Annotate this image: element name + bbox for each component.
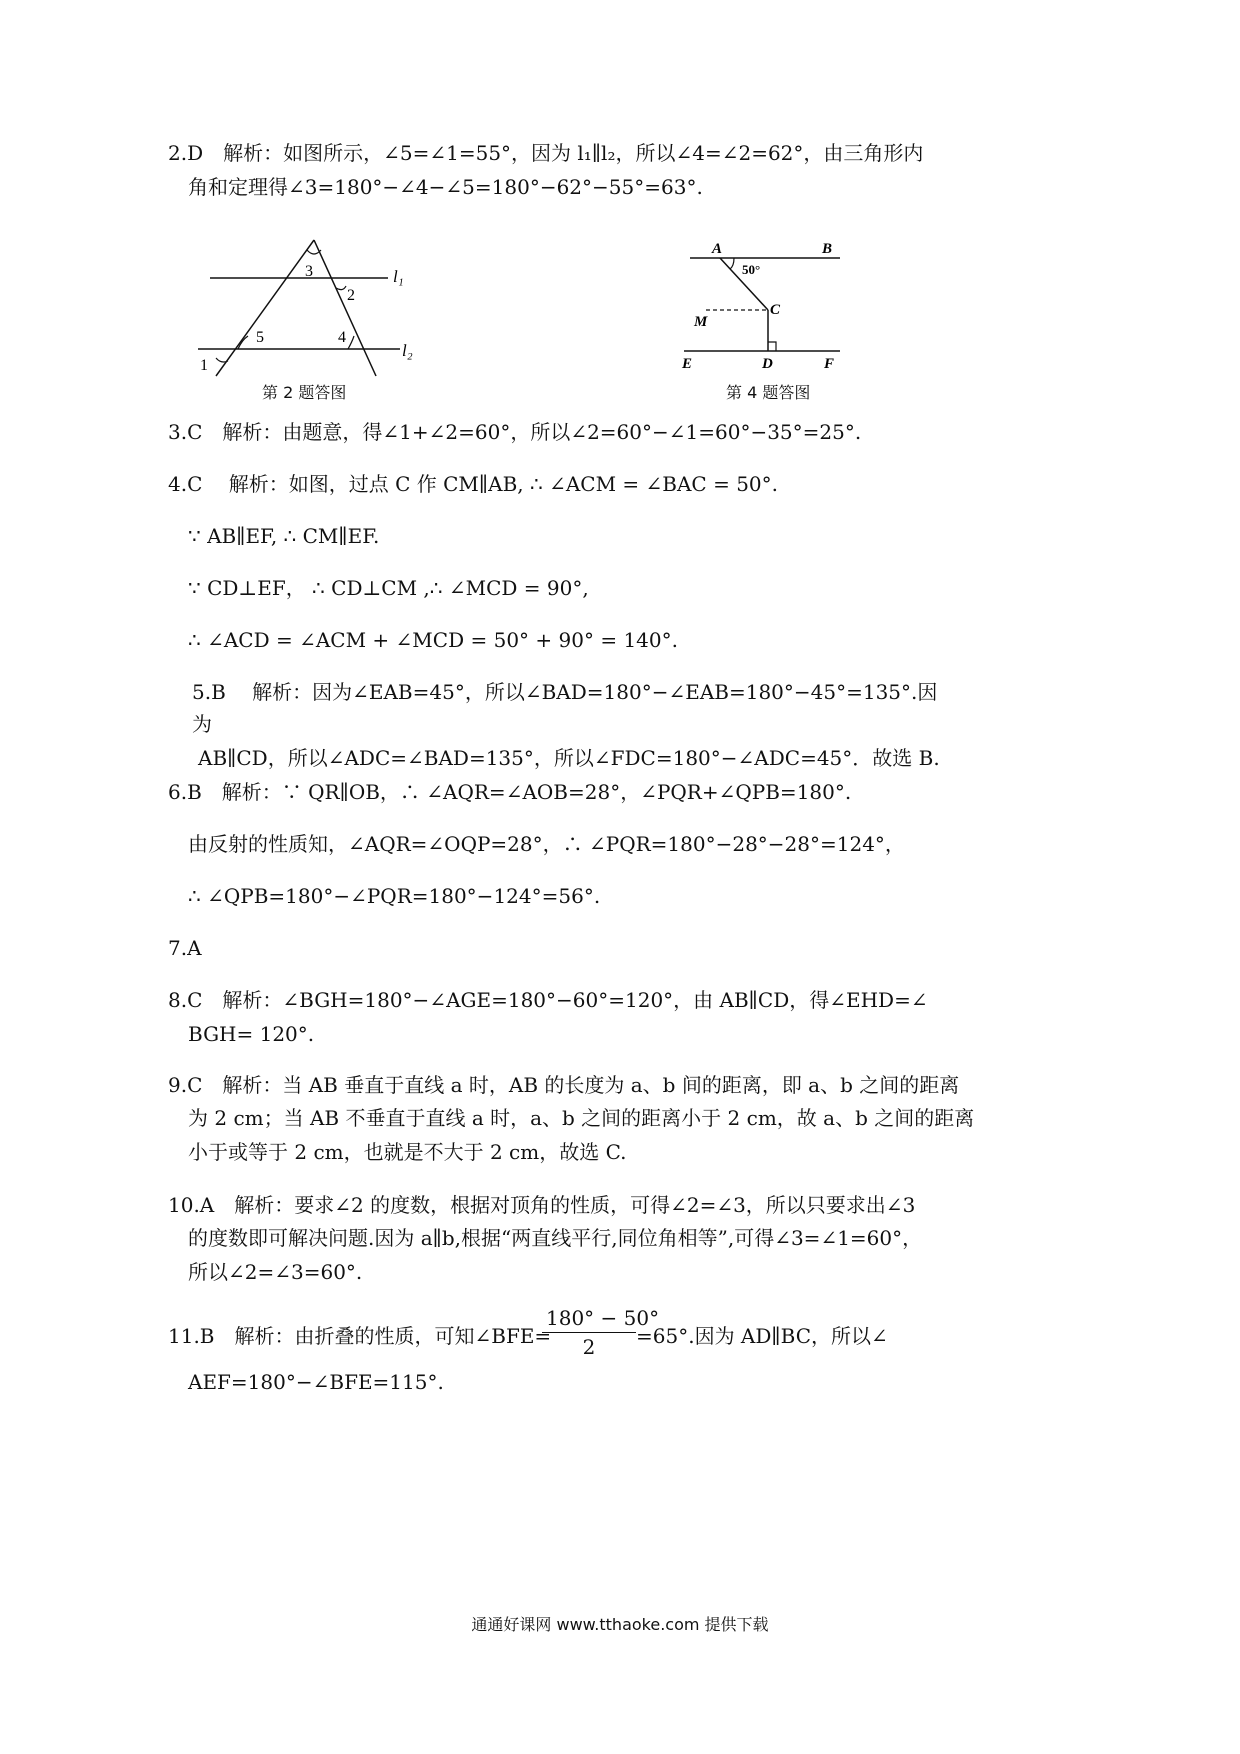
- q10-line-1: 10.A 解析：要求∠2 的度数，根据对顶角的性质，可得∠2=∠3，所以只要求出∠3: [168, 1193, 916, 1217]
- label-angle-2: 2: [347, 287, 355, 304]
- label-angle-4: 4: [338, 329, 346, 346]
- q3-line-1: 3.C 解析：由题意，得∠1+∠2=60°，所以∠2=60°−∠1=60°−35°=25°.: [168, 420, 862, 444]
- label-d: D: [762, 356, 773, 372]
- q11-fraction-numerator: 180° − 50°: [542, 1306, 636, 1333]
- q9-line-1: 9.C 解析：当 AB 垂直于直线 a 时，AB 的长度为 a、b 间的距离，即 a、b 之间的距离: [168, 1073, 960, 1097]
- q6-line-3: ∴ ∠QPB=180°−∠PQR=180°−124°=56°.: [188, 884, 601, 908]
- figure-q2-triangle: [190, 230, 430, 380]
- q5-line-3: AB∥CD，所以∠ADC=∠BAD=135°，所以∠FDC=180°−∠ADC=45°．故选 B.: [198, 746, 940, 770]
- triangle-left-side: [216, 240, 314, 376]
- label-b: B: [822, 241, 833, 257]
- q9-line-2: 为 2 cm；当 AB 不垂直于直线 a 时，a、b 之间的距离小于 2 cm，故 a、b 之间的距离: [188, 1106, 975, 1130]
- figure-q4-caption: 第 4 题答图: [726, 383, 811, 402]
- q4-line-3: ∵ CD⊥EF， ∴ CD⊥CM ,∴ ∠MCD = 90°,: [188, 576, 589, 600]
- right-angle-mark: [768, 342, 776, 351]
- q7-line-1: 7.A: [168, 936, 202, 960]
- q4-line-2: ∵ AB∥EF, ∴ CM∥EF.: [188, 524, 380, 548]
- label-e: E: [682, 356, 693, 372]
- label-c: C: [770, 302, 781, 318]
- label-f: F: [824, 356, 835, 372]
- q11-line-1-prefix: 11.B 解析：由折叠的性质，可知∠BFE=: [168, 1324, 552, 1348]
- label-l1: l₁: [393, 267, 404, 286]
- label-angle-50: 50°: [742, 262, 761, 277]
- label-a: A: [712, 241, 723, 257]
- q2-line-1: 2.D 解析：如图所示，∠5=∠1=55°，因为 l₁∥l₂，所以∠4=∠2=62°，由三角形内: [168, 141, 924, 165]
- q11-line-1-suffix: =65°.因为 AD∥BC，所以∠: [636, 1324, 888, 1348]
- label-angle-1: 1: [200, 357, 208, 374]
- label-angle-5: 5: [256, 329, 264, 346]
- triangle-right-side: [314, 240, 376, 376]
- q5-line-2: 为: [192, 712, 212, 736]
- q6-line-1: 6.B 解析：∵ QR∥OB，∴ ∠AQR=∠AOB=28°，∠PQR+∠QPB=180°.: [168, 780, 852, 804]
- q4-line-4: ∴ ∠ACD = ∠ACM + ∠MCD = 50° + 90° = 140°.: [188, 628, 678, 652]
- q11-fraction: [542, 1306, 660, 1359]
- q8-line-2: BGH= 120°.: [188, 1022, 315, 1046]
- figure-q4-parallel: [676, 232, 856, 372]
- q11-fraction-denominator: 2: [582, 1335, 596, 1359]
- footer-download-note: 通通好课网 www.tthaoke.com 提供下载: [471, 1615, 769, 1634]
- label-angle-3: 3: [305, 263, 313, 280]
- label-l2: l₂: [402, 341, 413, 360]
- q5-line-1: 5.B 解析：因为∠EAB=45°，所以∠BAD=180°−∠EAB=180°−45°=135°.因: [192, 680, 938, 704]
- q2-line-2: 角和定理得∠3=180°−∠4−∠5=180°−62°−55°=63°.: [188, 175, 703, 199]
- figure-q2-caption: 第 2 题答图: [262, 383, 347, 402]
- q4-line-1: 4.C 解析：如图，过点 C 作 CM∥AB, ∴ ∠ACM = ∠BAC = 50°.: [168, 472, 779, 496]
- angle-2-arc: [336, 286, 346, 290]
- angle-50-arc: [730, 258, 734, 269]
- q8-line-1: 8.C 解析：∠BGH=180°−∠AGE=180°−60°=120°，由 AB∥CD，得∠EHD=∠: [168, 988, 928, 1012]
- q9-line-3: 小于或等于 2 cm，也就是不大于 2 cm，故选 C.: [188, 1140, 627, 1164]
- q10-line-3: 所以∠2=∠3=60°.: [188, 1260, 363, 1284]
- label-m: M: [694, 314, 708, 330]
- q11-line-2: AEF=180°−∠BFE=115°.: [188, 1370, 444, 1394]
- q6-line-2: 由反射的性质知，∠AQR=∠OQP=28°，∴ ∠PQR=180°−28°−28°=124°，: [188, 832, 905, 856]
- angle-4-arc: [348, 336, 354, 349]
- angle-1-arc: [216, 358, 228, 362]
- q10-line-2: 的度数即可解决问题.因为 a∥b,根据“两直线平行,同位角相等”,可得∠3=∠1=60°，: [188, 1226, 923, 1250]
